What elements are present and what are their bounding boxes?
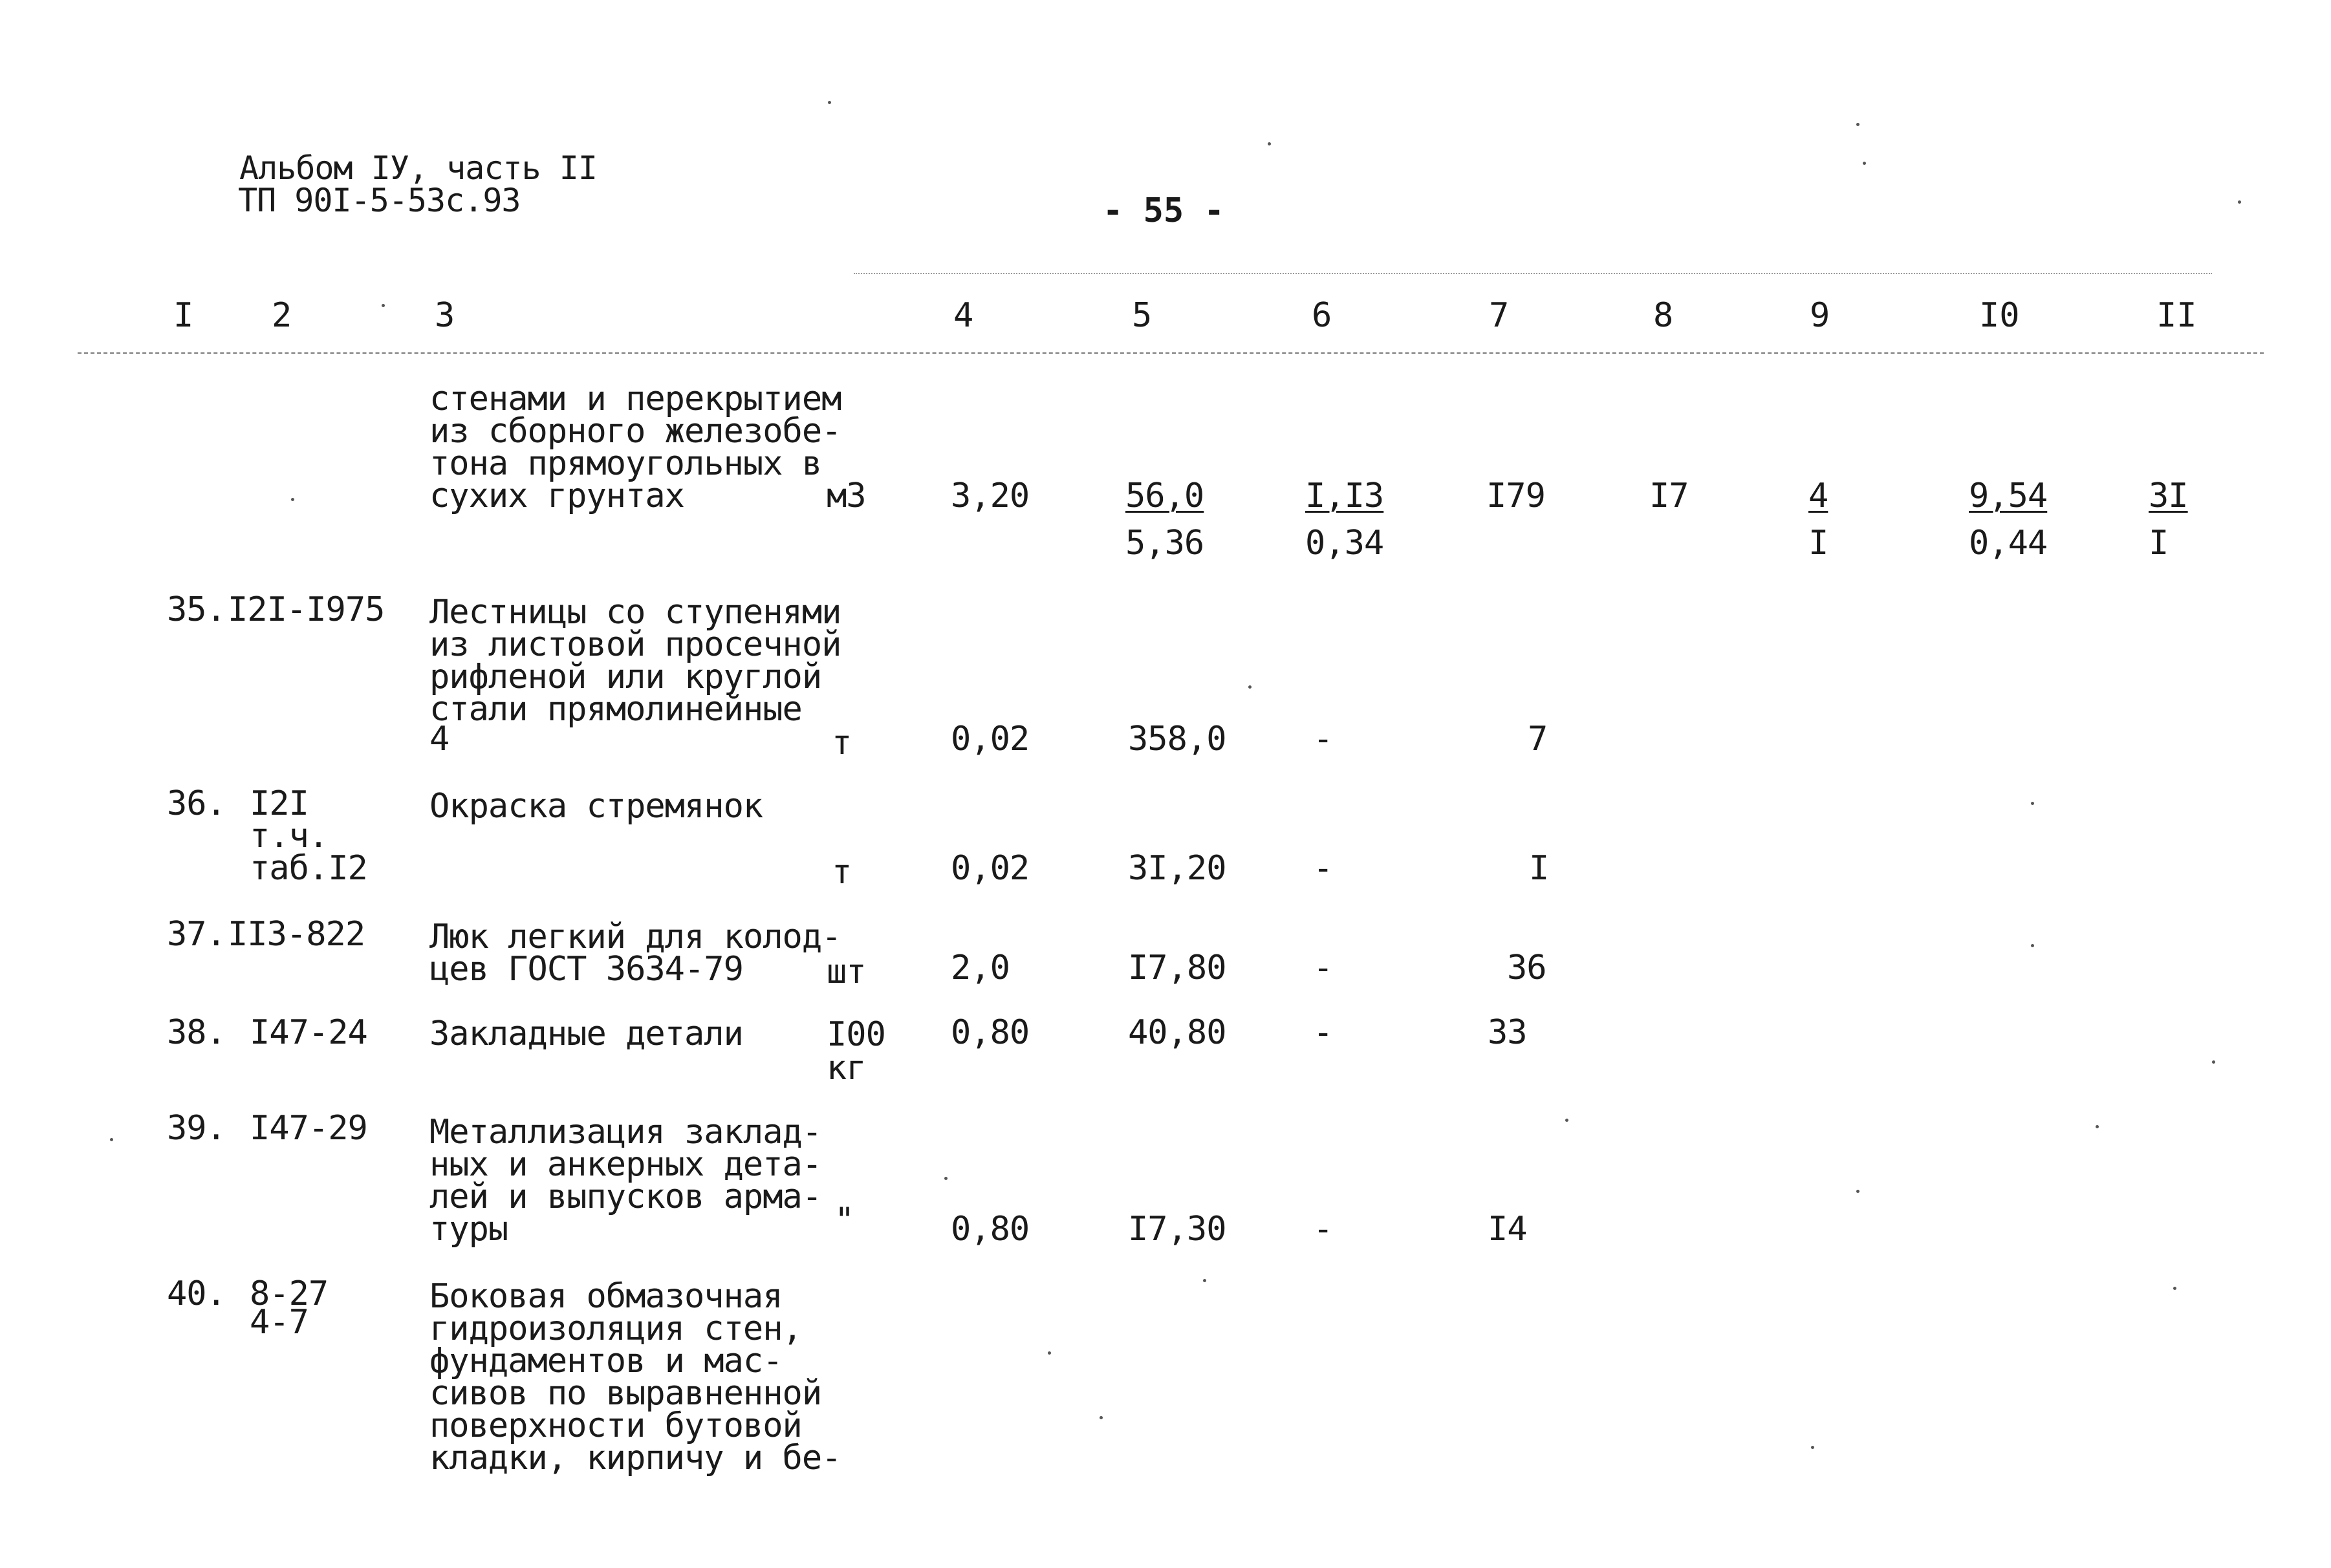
header-rule <box>78 352 2264 354</box>
row-0-desc-line-1: стенами и перекрытием <box>429 380 841 418</box>
scan-speck <box>2212 1060 2215 1064</box>
row-37-col6: - <box>1313 949 1333 987</box>
column-header-1: I <box>173 296 194 335</box>
row-39-col5: I7,30 <box>1128 1210 1226 1249</box>
row-0-unit: м3 <box>827 477 866 515</box>
row-38-desc: Закладные детали <box>429 1015 743 1053</box>
row-0-col9-denominator: I <box>1808 524 1828 563</box>
row-36-number: 36. <box>167 784 226 823</box>
column-header-2: 2 <box>272 296 292 335</box>
row-38-col5: 40,80 <box>1128 1013 1226 1052</box>
row-35-col7: 7 <box>1528 720 1548 758</box>
scan-speck <box>828 101 831 104</box>
row-36-code-line-1: I2I <box>250 784 309 823</box>
row-39-col7: I4 <box>1488 1210 1527 1249</box>
row-40-desc-line-3: фундаментов и мас- <box>429 1342 783 1380</box>
row-37-col7: 36 <box>1507 949 1546 987</box>
row-40-desc-line-1: Боковая обмазочная <box>429 1277 783 1316</box>
row-35-desc-line-4: стали прямолинейные <box>429 690 802 729</box>
row-40-number: 40. <box>167 1274 226 1313</box>
scan-speck <box>1268 142 1271 145</box>
row-35-unit: т <box>832 724 852 762</box>
row-0-desc-line-3: тона прямоугольных в <box>429 444 822 483</box>
row-39-unit: " <box>834 1201 854 1240</box>
column-header-10: I0 <box>1979 296 2020 335</box>
row-36-col6: - <box>1313 849 1333 888</box>
column-header-3: 3 <box>435 296 455 335</box>
row-36-desc: Окраска стремянок <box>429 787 763 826</box>
row-39-quantity: 0,80 <box>951 1210 1030 1249</box>
row-35-number: 35. <box>167 590 226 629</box>
scan-speck <box>2031 802 2034 805</box>
scan-speck <box>1100 1416 1103 1419</box>
row-38-quantity: 0,80 <box>951 1013 1030 1052</box>
row-0-quantity: 3,20 <box>951 477 1030 515</box>
row-36-quantity: 0,02 <box>951 849 1030 888</box>
row-38-col6: - <box>1313 1013 1333 1052</box>
row-35-desc-line-2: из листовой просечной <box>429 625 841 664</box>
row-37-desc-line-2: цев ГОСТ 3634-79 <box>429 950 743 989</box>
row-38-code: I47-24 <box>250 1013 367 1052</box>
row-0-desc-line-4: сухих грунтах <box>429 477 684 515</box>
row-40-code-line-1: 8-27 <box>250 1274 329 1313</box>
row-35-desc-line-1: Лестницы со ступенями <box>429 593 841 632</box>
scan-speck <box>1811 1446 1814 1449</box>
row-39-desc-line-2: ных и анкерных дета- <box>429 1145 822 1184</box>
row-35-quantity: 0,02 <box>951 720 1030 758</box>
column-header-11: II <box>2156 296 2197 335</box>
column-header-5: 5 <box>1132 296 1153 335</box>
row-39-number: 39. <box>167 1109 226 1148</box>
row-35-desc-line-3: рифленой или круглой <box>429 658 822 696</box>
top-rule <box>854 273 2212 274</box>
scan-speck <box>1856 1190 1859 1193</box>
scan-speck <box>1863 162 1866 165</box>
row-35-col5: 358,0 <box>1128 720 1226 758</box>
row-0-col10-numerator: 9,54 <box>1969 477 2048 515</box>
row-37-number: 37. <box>167 915 226 954</box>
row-0-col11-numerator: 3I <box>2149 477 2188 515</box>
scan-speck <box>944 1177 948 1180</box>
scan-speck <box>110 1138 113 1141</box>
row-39-code: I47-29 <box>250 1109 367 1148</box>
row-37-quantity: 2,0 <box>951 949 1010 987</box>
row-37-desc-line-1: Люк легкий для колод- <box>429 918 841 956</box>
row-36-col5: 3I,20 <box>1128 849 1226 888</box>
row-38-unit: I00 кг <box>827 1015 885 1088</box>
row-38-number: 38. <box>167 1013 226 1052</box>
row-37-unit: шт <box>827 952 866 991</box>
row-0-col10-denominator: 0,44 <box>1969 524 2048 563</box>
row-0-col6-denominator: 0,34 <box>1305 524 1384 563</box>
row-0-col8: I7 <box>1649 477 1689 515</box>
row-35-col6: - <box>1313 720 1333 758</box>
row-0-col6-numerator: I,I3 <box>1305 477 1384 515</box>
row-0-col5-numerator: 56,0 <box>1125 477 1204 515</box>
scan-speck <box>2096 1125 2099 1128</box>
row-36-unit: т <box>832 853 852 892</box>
row-39-desc-line-4: туры <box>429 1210 508 1249</box>
row-35-code: I2I-I975 <box>228 590 385 629</box>
row-0-desc-line-2: из сборного железобе- <box>429 412 841 451</box>
scan-speck <box>1048 1351 1051 1355</box>
row-37-col5: I7,80 <box>1128 949 1226 987</box>
row-36-col7: I <box>1529 849 1549 888</box>
scan-speck <box>1565 1119 1568 1122</box>
column-header-4: 4 <box>953 296 974 335</box>
row-40-desc-line-6: кладки, кирпичу и бе- <box>429 1439 841 1477</box>
row-36-code-line-3: таб.I2 <box>250 849 367 888</box>
scan-speck <box>1856 123 1859 126</box>
scan-speck <box>382 304 385 307</box>
page-number: - 55 - <box>1103 191 1224 230</box>
column-header-7: 7 <box>1489 296 1510 335</box>
scan-speck <box>2031 944 2034 947</box>
scan-speck <box>2238 200 2241 204</box>
row-0-col7: I79 <box>1486 477 1545 515</box>
scan-speck <box>1248 685 1252 689</box>
column-header-9: 9 <box>1810 296 1830 335</box>
row-36-code-line-2: т.ч. <box>250 817 329 855</box>
row-0-col9-numerator: 4 <box>1808 477 1828 515</box>
row-35-desc-line-5: 4 <box>429 720 450 758</box>
album-label: Альбом IУ, часть II <box>239 149 597 187</box>
row-38-col7: 33 <box>1488 1013 1527 1052</box>
row-39-desc-line-1: Металлизация заклад- <box>429 1113 822 1152</box>
row-40-desc-line-5: поверхности бутовой <box>429 1406 802 1445</box>
scan-speck <box>1203 1279 1206 1282</box>
row-40-code-line-2: 4-7 <box>250 1303 309 1342</box>
row-0-col5-denominator: 5,36 <box>1125 524 1204 563</box>
row-39-desc-line-3: лей и выпусков арма- <box>429 1177 822 1216</box>
row-37-code: II3-822 <box>228 915 365 954</box>
column-header-6: 6 <box>1312 296 1332 335</box>
row-0-col11-denominator: I <box>2149 524 2169 563</box>
row-40-desc-line-2: гидроизоляция стен, <box>429 1309 802 1348</box>
project-code: ТП 90I-5-53с.93 <box>238 182 521 219</box>
scan-speck <box>291 498 294 501</box>
row-40-desc-line-4: сивов по выравненной <box>429 1374 822 1413</box>
scan-speck <box>2173 1287 2176 1290</box>
row-39-col6: - <box>1313 1210 1333 1249</box>
column-header-8: 8 <box>1653 296 1674 335</box>
